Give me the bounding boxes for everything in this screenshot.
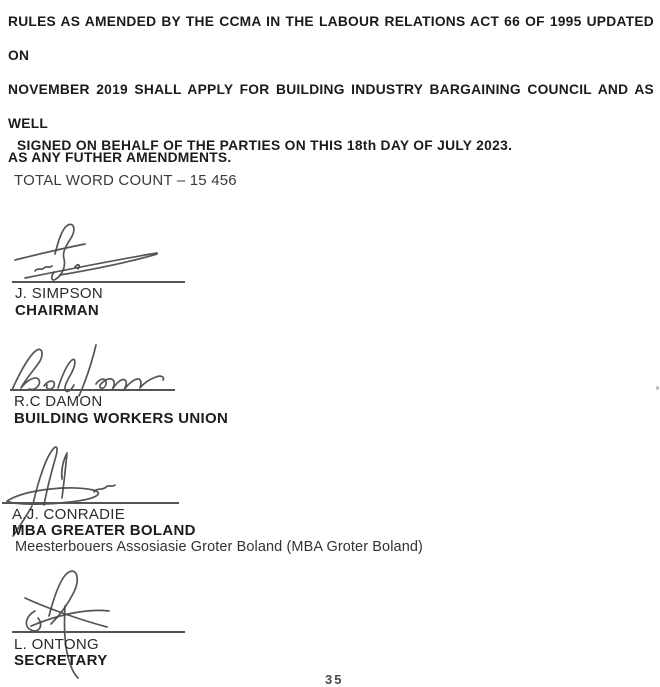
signatory-role: CHAIRMAN: [15, 302, 100, 319]
paragraph-line: NOVEMBER 2019 SHALL APPLY FOR BUILDING INDUSTRY BARGAINING COUNCIL AND AS WELL: [8, 82, 654, 131]
signatory-name: R.C DAMON: [14, 393, 103, 410]
signed-statement: SIGNED ON BEHALF OF THE PARTIES ON THIS 18th DAY OF JULY 2023.: [17, 138, 513, 153]
signatory-name: A.J. CONRADIE: [12, 506, 126, 523]
signatory-name: L. ONTONG: [14, 636, 99, 653]
signature-damon-image: [8, 344, 183, 400]
paragraph-line: AS ANY FUTHER AMENDMENTS.: [8, 150, 232, 165]
signatory-role: MBA GREATER BOLAND: [12, 522, 196, 539]
scan-speck: [656, 386, 659, 390]
signatory-organisation: Meesterbouers Assosiasie Groter Boland (MBA Groter Boland): [15, 539, 423, 555]
signature-line: [12, 281, 185, 283]
signatory-role: SECRETARY: [14, 652, 108, 669]
page-number: 35: [325, 672, 344, 687]
signatory-role: BUILDING WORKERS UNION: [14, 410, 229, 427]
signature-simpson-image: [5, 218, 205, 286]
word-count: TOTAL WORD COUNT – 15 456: [14, 172, 237, 189]
signature-line: [2, 502, 179, 504]
paragraph-line: RULES AS AMENDED BY THE CCMA IN THE LABOUR RELATIONS ACT 66 OF 1995 UPDATED ON: [8, 14, 654, 63]
signature-line: [10, 389, 175, 391]
signatory-name: J. SIMPSON: [15, 285, 104, 302]
signature-line: [12, 631, 185, 633]
